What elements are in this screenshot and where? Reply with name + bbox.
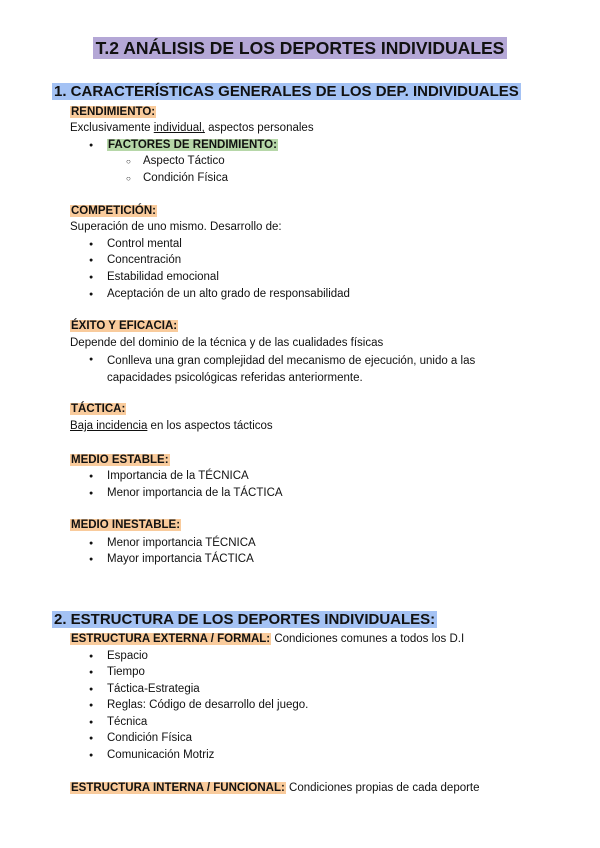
externa-item-text: Comunicación Motriz xyxy=(107,749,215,761)
page-title-text: T.2 ANÁLISIS DE LOS DEPORTES INDIVIDUALES xyxy=(93,37,508,59)
rendimiento-label: RENDIMIENTO: xyxy=(71,106,156,118)
competicion-label: COMPETICIÓN: xyxy=(71,205,156,217)
competicion-item-text: Control mental xyxy=(107,238,182,250)
externa-text: Condiciones comunes a todos los D.I xyxy=(271,633,465,645)
section1-heading: 1. CARACTERÍSTICAS GENERALES DE LOS DEP. INDIVIDUALES xyxy=(54,83,519,100)
rendimiento-text-before: Exclusivamente xyxy=(70,122,154,134)
medio-estable-item-text: Importancia de la TÉCNICA xyxy=(107,470,249,482)
interna-text: Condiciones propias de cada deporte xyxy=(285,782,480,794)
competicion-text: Superación de uno mismo. Desarrollo de: xyxy=(70,221,282,233)
competicion-item-text: Aceptación de un alto grado de responsabilidad xyxy=(107,288,350,300)
exito-label: ÉXITO Y EFICACIA: xyxy=(71,320,178,332)
rendimiento-text xyxy=(70,122,314,134)
medio-inestable-item-text: Mayor importancia TÁCTICA xyxy=(107,553,254,565)
externa-line xyxy=(70,633,464,645)
page-title xyxy=(0,38,600,59)
exito-text: Depende del dominio de la técnica y de las cualidades físicas xyxy=(70,337,384,349)
tactica-text-underlined: Baja incidencia xyxy=(70,420,148,432)
externa-item-text: Condición Física xyxy=(107,732,193,744)
externa-item-text: Espacio xyxy=(107,650,148,662)
rendimiento-text-after: aspectos personales xyxy=(204,122,314,134)
tactica-text xyxy=(70,420,273,432)
section2-heading: 2. ESTRUCTURA DE LOS DEPORTES INDIVIDUALES: xyxy=(54,611,436,628)
interna-label: ESTRUCTURA INTERNA / FUNCIONAL: xyxy=(71,782,285,794)
externa-item-text: Reglas: Código de desarrollo del juego. xyxy=(107,699,309,711)
rendimiento-text-underlined: individual, xyxy=(153,122,205,134)
externa-item-text: Táctica-Estrategia xyxy=(107,683,200,695)
externa-item-text: Tiempo xyxy=(107,666,145,678)
factores-item-text: Condición Física xyxy=(143,172,229,184)
externa-item-text: Técnica xyxy=(107,716,148,728)
exito-item-text: Conlleva una gran complejidad del mecanismo de ejecución, unido a las capacidades psicológicas referidas anteriormente. xyxy=(107,355,476,384)
medio-estable-label: MEDIO ESTABLE: xyxy=(71,454,169,466)
factores-item-text: Aspecto Táctico xyxy=(143,155,225,167)
competicion-item-text: Concentración xyxy=(107,254,182,266)
interna-line xyxy=(70,782,480,794)
medio-estable-item-text: Menor importancia de la TÁCTICA xyxy=(107,487,283,499)
tactica-label: TÁCTICA: xyxy=(71,403,126,415)
medio-inestable-label: MEDIO INESTABLE: xyxy=(71,519,181,531)
tactica-text-after: en los aspectos tácticos xyxy=(147,420,273,432)
factores-label: FACTORES DE RENDIMIENTO: xyxy=(108,139,277,151)
competicion-item-text: Estabilidad emocional xyxy=(107,271,219,283)
medio-inestable-item-text: Menor importancia TÉCNICA xyxy=(107,537,256,549)
externa-label: ESTRUCTURA EXTERNA / FORMAL: xyxy=(71,633,271,645)
